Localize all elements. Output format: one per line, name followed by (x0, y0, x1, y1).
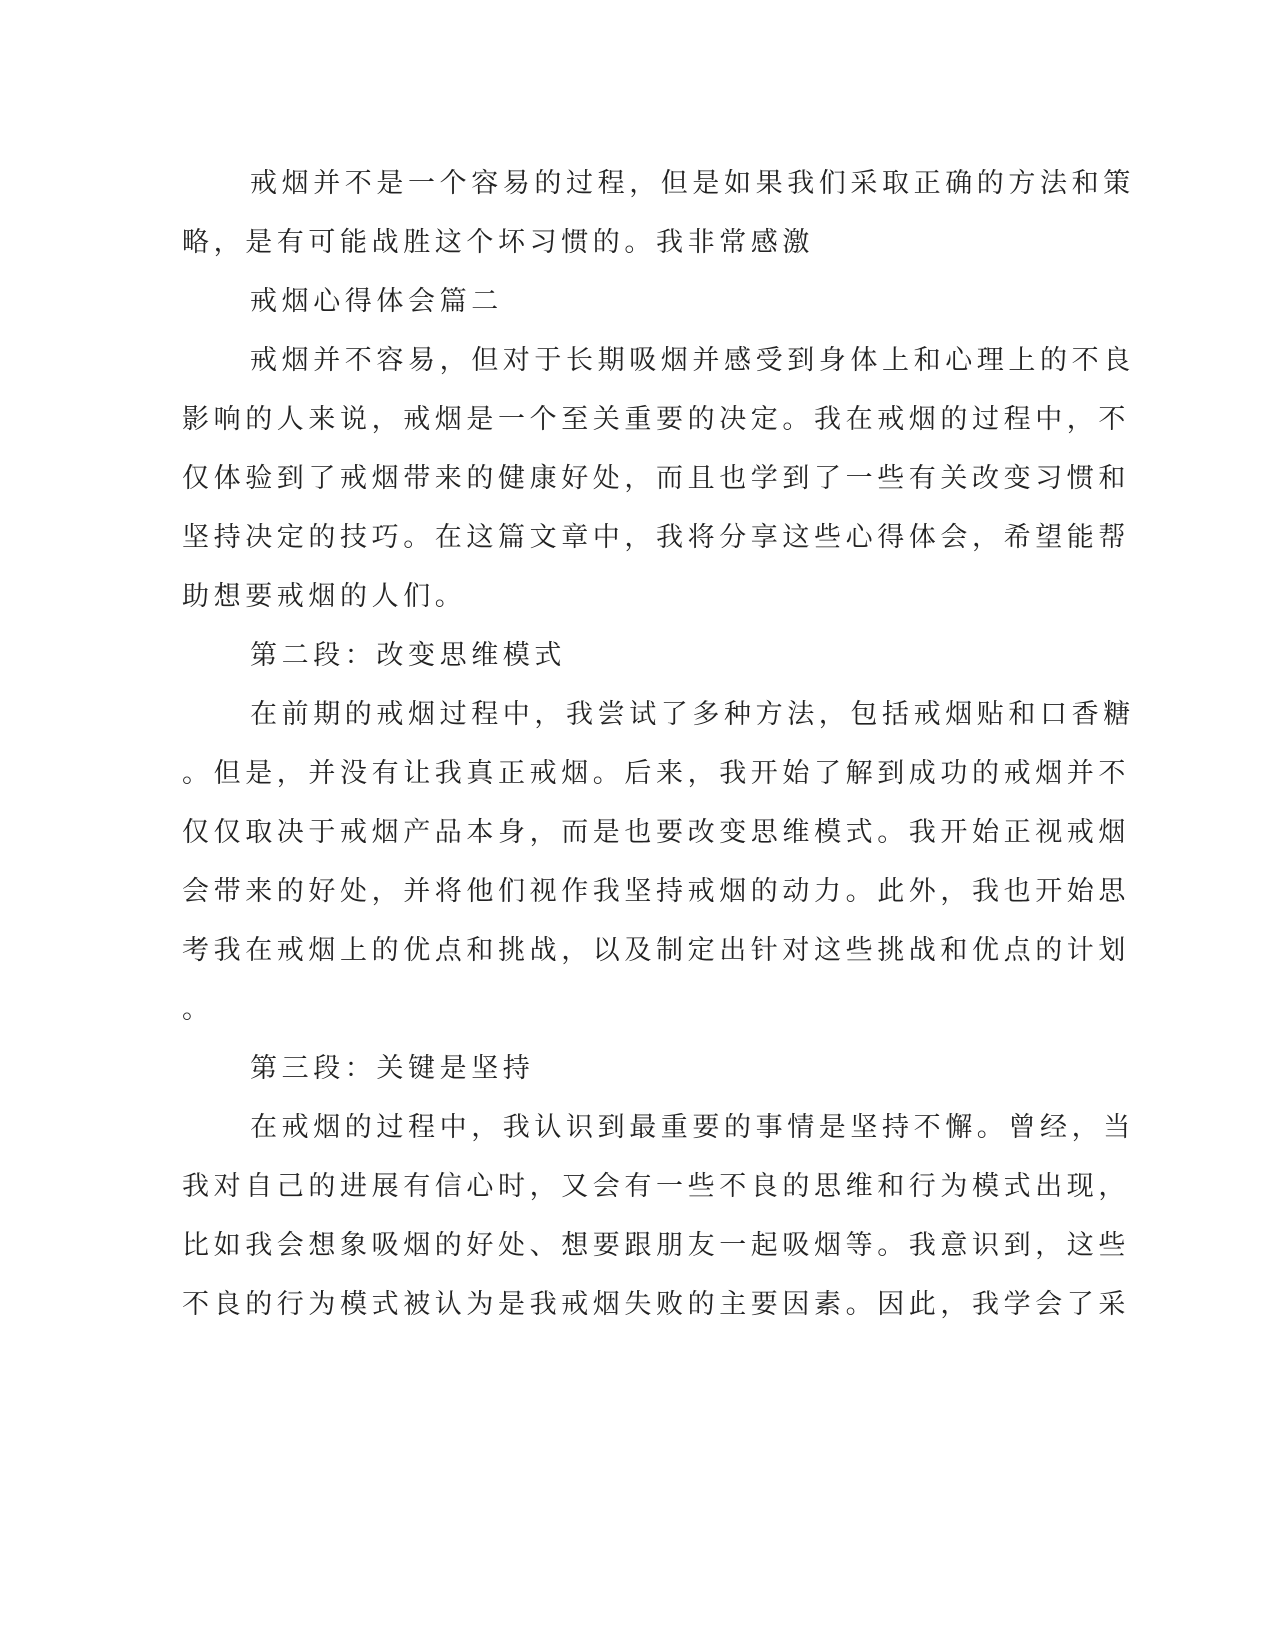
text-line: 仅仅取决于戒烟产品本身，而是也要改变思维模式。我开始正视戒烟 (182, 817, 1130, 848)
text-line: 在戒烟的过程中，我认识到最重要的事情是坚持不懈。曾经，当 (250, 1112, 1135, 1143)
document-body (182, 154, 1135, 1334)
text-line: 不良的行为模式被认为是我戒烟失败的主要因素。因此，我学会了采 (182, 1289, 1130, 1320)
text-line: 略，是有可能战胜这个坏习惯的。我非常感激 (182, 227, 814, 258)
text-line: 会带来的好处，并将他们视作我坚持戒烟的动力。此外，我也开始思 (182, 876, 1130, 907)
section-heading (182, 272, 1032, 331)
text-line: 仅体验到了戒烟带来的健康好处，而且也学到了一些有关改变习惯和 (182, 463, 1130, 494)
heading-line: 第三段：关键是坚持 (250, 1053, 535, 1084)
paragraph (182, 1098, 1135, 1334)
text-line: 坚持决定的技巧。在这篇文章中，我将分享这些心得体会，希望能帮 (182, 522, 1130, 553)
text-line: 考我在戒烟上的优点和挑战，以及制定出针对这些挑战和优点的计划 (182, 935, 1130, 966)
heading-line: 第二段：改变思维模式 (250, 640, 566, 671)
text-line: 戒烟并不是一个容易的过程，但是如果我们采取正确的方法和策 (250, 168, 1135, 199)
text-line: 。 (182, 994, 214, 1025)
text-line: 我对自己的进展有信心时，又会有一些不良的思维和行为模式出现， (182, 1171, 1130, 1202)
section-heading (182, 1039, 1032, 1098)
text-line: 助想要戒烟的人们。 (182, 581, 467, 612)
paragraph (182, 331, 1135, 626)
text-line: 比如我会想象吸烟的好处、想要跟朋友一起吸烟等。我意识到，这些 (182, 1230, 1130, 1261)
paragraph (182, 154, 1135, 272)
heading-line: 戒烟心得体会篇二 (250, 286, 503, 317)
text-line: 在前期的戒烟过程中，我尝试了多种方法，包括戒烟贴和口香糖 (250, 699, 1135, 730)
paragraph (182, 685, 1135, 1039)
text-line: 影响的人来说，戒烟是一个至关重要的决定。我在戒烟的过程中，不 (182, 404, 1130, 435)
text-line: 戒烟并不容易，但对于长期吸烟并感受到身体上和心理上的不良 (250, 345, 1135, 376)
text-line: 。但是，并没有让我真正戒烟。后来，我开始了解到成功的戒烟并不 (182, 758, 1130, 789)
section-heading (182, 626, 1032, 685)
